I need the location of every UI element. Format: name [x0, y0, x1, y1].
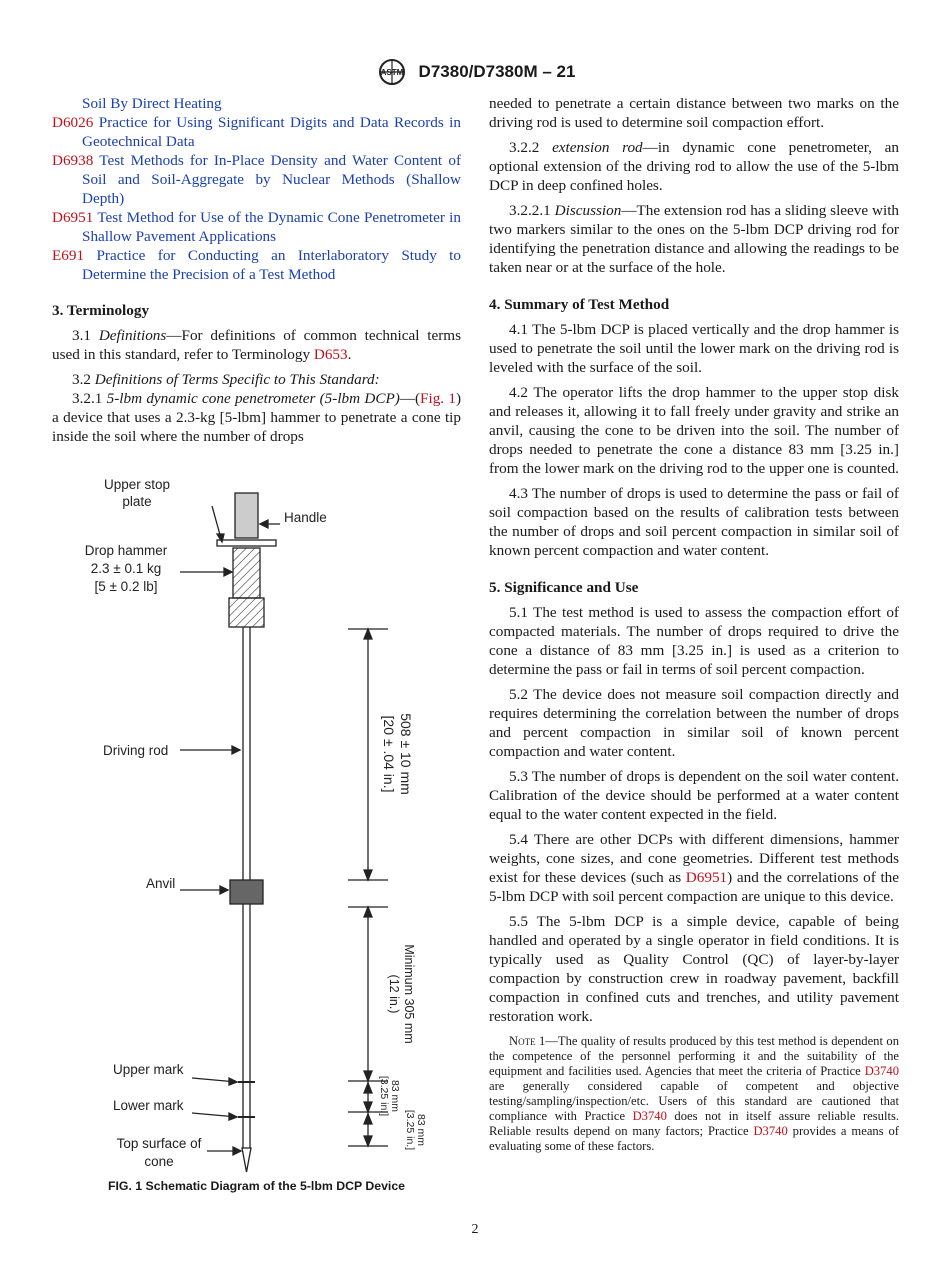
reference-item[interactable]: E691 Practice for Conducting an Interlaboratory Study to Determine the Precision of a Test Method — [52, 247, 461, 283]
handle-shape — [235, 493, 258, 538]
paragraph-3-2-2-1: 3.2.2.1 Discussion—The extension rod has a sliding sleeve with two markers similar to the ones on the 5-lbm DCP driving rod for identifying the penetration distance and allowing the readings to be taken near or at the surface of the hole. — [489, 202, 900, 276]
dim-508-in: [20 ± .04 in.] — [381, 715, 397, 793]
paragraph-5-3: 5.3 The number of drops is dependent on the soil water content. Calibration of the device should be performed at a water content equal to the water content expected in the field. — [489, 768, 899, 823]
link-d3740[interactable]: D3740 — [864, 1064, 899, 1078]
label-lower-mark: Lower mark — [113, 1098, 184, 1113]
label-upper-mark: Upper mark — [113, 1062, 184, 1077]
link-d6951[interactable]: D6951 — [685, 869, 728, 886]
label-driving-rod: Driving rod — [103, 743, 169, 758]
label-upper-stop: Upper stop — [103, 477, 171, 492]
right-column — [489, 94, 899, 1154]
dim-83-mm-upper: 83 mm — [389, 1079, 401, 1113]
drop-hammer-upper — [233, 548, 260, 598]
dim-305-mm: Minimum 305 mm — [402, 944, 416, 1044]
reference-item[interactable]: D6951 Test Method for Use of the Dynamic Cone Penetrometer in Shallow Pavement Applications — [52, 209, 461, 245]
paragraph-4-3: 4.3 The number of drops is used to determine the pass or fail of soil compaction based on the results of calibration tests between the number of drops and soil percent compaction in similar soil of known percent compaction and water content. — [489, 485, 899, 559]
label-drop-hammer-mass-lb: [5 ± 0.2 lb] — [94, 579, 158, 594]
paragraph-3-2-1-continued: needed to penetrate a certain distance between two marks on the driving rod is used to determine soil compaction effort. — [489, 95, 899, 131]
upper-stop-plate-shape — [217, 540, 276, 546]
section-heading-terminology: 3. Terminology — [52, 302, 150, 319]
cone-shape — [242, 1148, 251, 1172]
paragraph-5-5: 5.5 The 5-lbm DCP is a simple device, capable of being handled and operated by a single operator in field conditions. It is typically used as Quality Control (QC) of layer-by-layer compaction by construction crew in roadway pavement, backfill compaction in confined cuts and trenches, and utility pavement restoration work. — [489, 913, 899, 1025]
page-number: 2 — [471, 1222, 479, 1237]
drop-hammer-lower — [229, 598, 264, 627]
label-drop-hammer-mass: 2.3 ± 0.1 kg — [90, 561, 162, 576]
page-header — [0, 58, 950, 86]
figure-caption: FIG. 1 Schematic Diagram of the 5-lbm DCP Device — [107, 1179, 406, 1193]
paragraph-3-1: 3.1 Definitions—For definitions of common technical terms used in this standard, refer to Terminology D653. — [52, 327, 462, 363]
link-fig-1[interactable]: Fig. 1 — [420, 390, 456, 407]
astm-logo-icon — [375, 58, 409, 86]
section-heading-significance: 5. Significance and Use — [489, 579, 639, 596]
anvil-shape — [230, 880, 263, 904]
paragraph-5-1: 5.1 The test method is used to assess the compaction effort of compacted materials. The number of drops required to drive the cone a distance of 83 mm [3.25 in.] is used as a criterion to determine the pass or fail in terms of soil percent compaction. — [489, 604, 899, 678]
paragraph-3-2-1: 3.2.1 5-lbm dynamic cone penetrometer (5-lbm DCP)—(Fig. 1) a device that uses a 2.3-kg [5-lbm] hammer to penetrate a cone tip inside the soil where the number of drops — [52, 390, 462, 445]
dim-305-in: (12 in.) — [387, 974, 401, 1014]
label-anvil: Anvil — [146, 876, 176, 891]
paragraph-4-2: 4.2 The operator lifts the drop hammer to the upper stop disk and releases it, allowing it to fall freely under gravity and strike an anvil, causing the cone to be driven into the soil. The number of drops needed to penetrate the cone a distance 83 mm [3.25 in.] from the lower mark on the driving rod to the upper one is counted. — [489, 384, 899, 477]
paragraph-3-2-2: 3.2.2 extension rod—in dynamic cone penetrometer, an optional extension of the driving rod to allow the use of the 5-lbm DCP in deep confined holes. — [489, 139, 899, 194]
reference-item[interactable]: Soil By Direct Heating — [82, 95, 222, 112]
reference-item[interactable]: D6026 Practice for Using Significant Digits and Data Records in Geotechnical Data — [52, 114, 461, 150]
paragraph-3-2: 3.2 Definitions of Terms Specific to This Standard: — [72, 371, 380, 388]
link-d3740[interactable]: D3740 — [753, 1124, 788, 1138]
label-handle: Handle — [284, 510, 327, 525]
figure-1-diagram — [52, 462, 461, 1202]
section-heading-summary: 4. Summary of Test Method — [489, 296, 670, 313]
dim-83-in-upper: [3.25 in.] — [378, 1075, 390, 1117]
svg-text:ASTM: ASTM — [380, 68, 403, 77]
paragraph-5-4: 5.4 There are other DCPs with different dimensions, hammer weights, cone sizes, and cone geometries. Different test methods exist for these devices (such as D6951) and the correlations of the 5-lbm DCP with soil percent compaction are unique to this device. — [489, 831, 899, 905]
document-id: D7380/D7380M – 21 — [418, 62, 576, 81]
link-d653[interactable]: D653 — [313, 346, 348, 363]
dim-83-mm-lower: 83 mm — [415, 1113, 427, 1147]
left-column — [52, 94, 461, 446]
note-1: Note 1—The quality of results produced by this test method is dependent on the competence of the personnel performing it and the suitability of the equipment and facilities used. Agencies that meet the criteria of Practice D3740 are generally considered capable of competent and objective testing/sampling/inspection/etc. Users of this standard are cautioned that compliance with Practice D3740 does not in itself assure reliable results. Reliable results depend on many factors; Practice D3740 provides a means of evaluating some of these factors. — [489, 1034, 900, 1153]
reference-item[interactable]: D6938 Test Methods for In-Place Density and Water Content of Soil and Soil-Aggregate by Nuclear Methods (Shallow Depth) — [52, 152, 461, 207]
paragraph-5-2: 5.2 The device does not measure soil compaction directly and requires determining the correlation between the number of drops and percent compaction in similar soil of known percent compaction and water content. — [489, 686, 899, 760]
paragraph-4-1: 4.1 The 5-lbm DCP is placed vertically and the drop hammer is used to penetrate the soil until the lower mark on the driving rod is leveled with the surface of the soil. — [489, 321, 899, 376]
label-top-surface-2: cone — [144, 1154, 174, 1169]
dim-83-in-lower: [3.25 in.] — [404, 1109, 416, 1151]
label-drop-hammer: Drop hammer — [84, 543, 168, 558]
link-d3740[interactable]: D3740 — [632, 1109, 667, 1123]
dcp-schematic — [52, 462, 461, 1202]
label-top-surface: Top surface of — [116, 1136, 202, 1151]
label-upper-stop-2: plate — [122, 494, 152, 509]
dim-508-mm: 508 ± 10 mm — [398, 713, 414, 795]
